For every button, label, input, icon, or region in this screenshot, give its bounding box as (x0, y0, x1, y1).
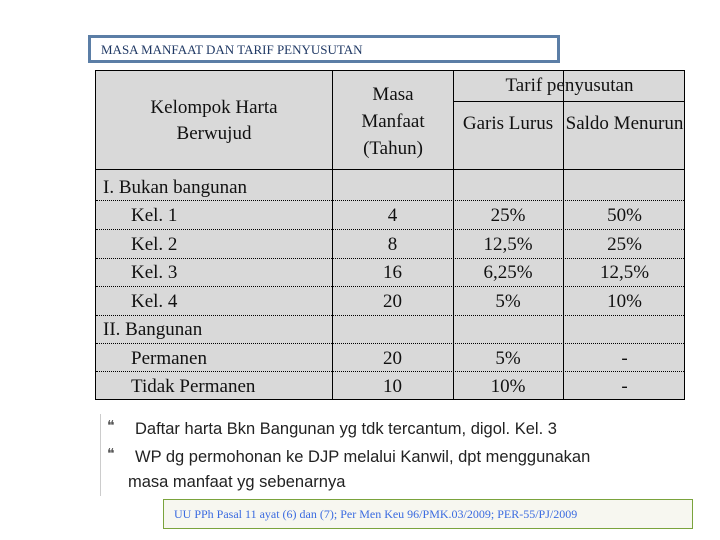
declining-balance-rate: 25% (607, 234, 642, 255)
life-value: 16 (383, 262, 402, 283)
row-divider (96, 315, 684, 316)
note-item: WP dg permohonan ke DJP melalui Kanwil, dpt menggunakan (135, 448, 591, 466)
life-value: 20 (383, 291, 402, 312)
header-life: Masa Manfaat (Tahun) (361, 84, 425, 159)
declining-balance-rate: - (621, 348, 628, 369)
row-divider (96, 258, 684, 259)
row-divider (96, 286, 684, 287)
row-divider (96, 371, 684, 372)
header-rate: Tarif penyusutan (505, 75, 634, 96)
straight-line-rate: 5% (495, 348, 521, 369)
row-label: Kel. 4 (131, 291, 178, 312)
row-label: Permanen (131, 348, 207, 369)
declining-balance-rate: 50% (607, 205, 642, 226)
row-label: Kel. 1 (131, 205, 178, 226)
row-divider (96, 200, 684, 201)
life-value: 8 (387, 234, 398, 255)
declining-balance-rate: 12,5% (599, 262, 650, 283)
header-straight-line: Garis Lurus (462, 113, 554, 134)
source-box (163, 499, 693, 529)
header-group-divider (453, 101, 684, 102)
note-item: Daftar harta Bkn Bangunan yg tdk tercantum, digol. Kel. 3 (135, 420, 557, 438)
life-value: 20 (383, 348, 402, 369)
row-divider (96, 343, 684, 344)
depreciation-table (95, 70, 685, 400)
header-divider (96, 169, 684, 170)
page-title: MASA MANFAAT DAN TARIF PENYUSUTAN (101, 42, 363, 57)
straight-line-rate: 10% (490, 376, 526, 397)
row-label: I. Bukan bangunan (103, 177, 248, 198)
header-declining-balance: Saldo Menurun (565, 113, 684, 134)
row-label: II. Bangunan (103, 319, 203, 340)
row-divider (96, 229, 684, 230)
bullet-icon: ❝ (107, 445, 115, 461)
note-item-continuation: masa manfaat yg sebenarnya (128, 473, 346, 491)
straight-line-rate: 6,25% (483, 262, 533, 283)
straight-line-rate: 5% (495, 291, 521, 312)
declining-balance-rate: 10% (607, 291, 642, 312)
declining-balance-rate: - (621, 376, 628, 397)
life-value: 10 (383, 376, 402, 397)
row-label: Kel. 3 (131, 262, 178, 283)
life-value: 4 (387, 205, 398, 226)
notes-list (100, 414, 691, 496)
bullet-icon: ❝ (107, 417, 115, 433)
title-box (88, 35, 560, 63)
header-group: Kelompok Harta Berwujud (150, 97, 278, 144)
source-reference: UU PPh Pasal 11 ayat (6) dan (7); Per Men Keu 96/PMK.03/2009; PER-55/PJ/2009 (174, 507, 578, 521)
straight-line-rate: 12,5% (483, 234, 533, 255)
straight-line-rate: 25% (490, 205, 526, 226)
row-label: Kel. 2 (131, 234, 178, 255)
row-label: Tidak Permanen (131, 376, 256, 397)
